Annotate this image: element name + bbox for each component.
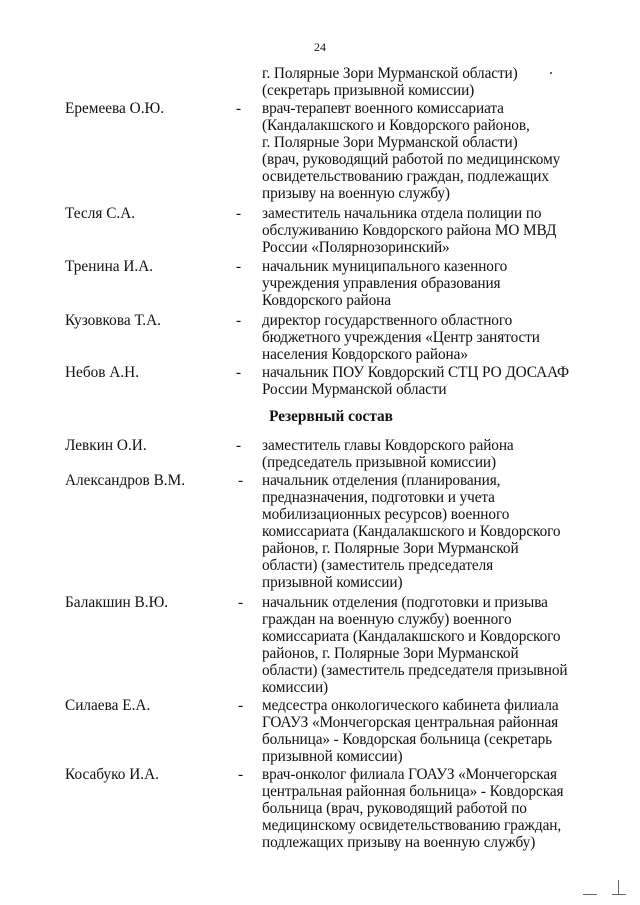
reserve-section-title: Резервный состав xyxy=(269,408,393,425)
member-name: Еремеева О.Ю. xyxy=(65,100,165,117)
reserve-description-line: (председатель призывной комиссии) xyxy=(262,454,496,471)
reserve-description-line: медицинскому освидетельствованию граждан, xyxy=(262,817,562,834)
reserve-description-line: призывной комиссии) xyxy=(262,748,403,765)
member-description-line: России Мурманской области xyxy=(262,381,447,398)
member-description-line: начальник муниципального казенного xyxy=(262,258,508,275)
reserve-description-line: области) (заместитель председателя призывной xyxy=(262,662,568,679)
reserve-member-name: Силаева Е.А. xyxy=(65,697,151,714)
reserve-description-line: врач-онколог филиала ГОАУЗ «Мончегорская xyxy=(262,766,557,783)
scan-mark xyxy=(612,894,626,895)
reserve-description-line: области) (заместитель председателя xyxy=(262,557,494,574)
reserve-member-name: Косабуко И.А. xyxy=(65,766,159,783)
member-description-line: г. Полярные Зори Мурманской области) xyxy=(262,134,518,151)
reserve-description-line: предназначения, подготовки и учета xyxy=(262,489,495,506)
member-description-line: населения Ковдорского района» xyxy=(262,346,468,363)
reserve-description-line: ГОАУЗ «Мончегорская центральная районная xyxy=(262,714,559,731)
reserve-description-line: комиссариата (Кандалакшского и Ковдорского xyxy=(262,523,561,540)
member-description-line: (Кандалакшского и Ковдорского районов, xyxy=(262,117,530,134)
reserve-description-line: районов, г. Полярные Зори Мурманской xyxy=(262,645,519,662)
member-name: Тесля С.А. xyxy=(65,205,136,222)
member-dash: - xyxy=(236,205,242,222)
reserve-description-line: комиссии) xyxy=(262,679,329,696)
reserve-member-name: Балакшин В.Ю. xyxy=(65,594,169,611)
reserve-description-line: подлежащих призыву на военную службу) xyxy=(262,834,536,851)
member-name: Тренина И.А. xyxy=(65,258,154,275)
scan-mark xyxy=(583,894,597,895)
reserve-member-dash: - xyxy=(238,766,244,783)
member-dash: - xyxy=(236,100,242,117)
reserve-description-line: больница» - Ковдорская больница (секретарь xyxy=(262,731,553,748)
reserve-description-line: мобилизационных ресурсов) военного xyxy=(262,506,510,523)
reserve-description-line: заместитель главы Ковдорского района xyxy=(262,437,514,454)
member-description-line: России «Полярнозоринский» xyxy=(262,239,450,256)
member-description-line: освидетельствованию граждан, подлежащих xyxy=(262,168,549,185)
reserve-description-line: начальник отделения (подготовки и призыва xyxy=(262,594,548,611)
reserve-member-dash: - xyxy=(236,437,242,454)
member-description-line: призыву на военную службу) xyxy=(262,185,450,202)
reserve-member-dash: - xyxy=(238,594,244,611)
continued-line-2: (секретарь призывной комиссии) xyxy=(262,82,475,99)
reserve-description-line: начальник отделения (планирования, xyxy=(262,472,501,489)
continued-line-1: г. Полярные Зори Мурманской области) xyxy=(262,65,518,82)
page-number: 24 xyxy=(314,40,326,54)
reserve-description-line: комиссариата (Кандалакшского и Ковдорского xyxy=(262,628,561,645)
reserve-member-name: Левкин О.И. xyxy=(65,437,147,454)
member-dash: - xyxy=(236,364,242,381)
scan-speck xyxy=(550,72,552,74)
reserve-member-dash: - xyxy=(238,472,244,489)
member-description-line: (врач, руководящий работой по медицинскому xyxy=(262,151,561,168)
member-description-line: заместитель начальника отдела полиции по xyxy=(262,205,542,222)
reserve-description-line: районов, г. Полярные Зори Мурманской xyxy=(262,540,519,557)
member-description-line: директор государственного областного xyxy=(262,312,513,329)
member-name: Кузовкова Т.А. xyxy=(65,312,161,329)
member-description-line: учреждения управления образования xyxy=(262,275,501,292)
member-dash: - xyxy=(236,312,242,329)
reserve-description-line: центральная районная больница» - Ковдорская xyxy=(262,783,564,800)
member-description-line: обслуживанию Ковдорского района МО МВД xyxy=(262,222,557,239)
reserve-description-line: призывной комиссии) xyxy=(262,574,403,591)
member-name: Небов А.Н. xyxy=(65,364,140,381)
scan-mark xyxy=(618,880,619,894)
reserve-member-dash: - xyxy=(238,697,244,714)
reserve-description-line: больница (врач, руководящий работой по xyxy=(262,800,527,817)
member-description-line: начальник ПОУ Ковдорский СТЦ РО ДОСААФ xyxy=(262,364,570,381)
reserve-member-name: Александров В.М. xyxy=(65,472,186,489)
member-dash: - xyxy=(236,258,242,275)
reserve-description-line: медсестра онкологического кабинета филиала xyxy=(262,697,559,714)
reserve-description-line: граждан на военную службу) военного xyxy=(262,611,512,628)
member-description-line: бюджетного учреждения «Центр занятости xyxy=(262,329,540,346)
member-description-line: врач-терапевт военного комиссариата xyxy=(262,100,504,117)
member-description-line: Ковдорского района xyxy=(262,292,391,309)
